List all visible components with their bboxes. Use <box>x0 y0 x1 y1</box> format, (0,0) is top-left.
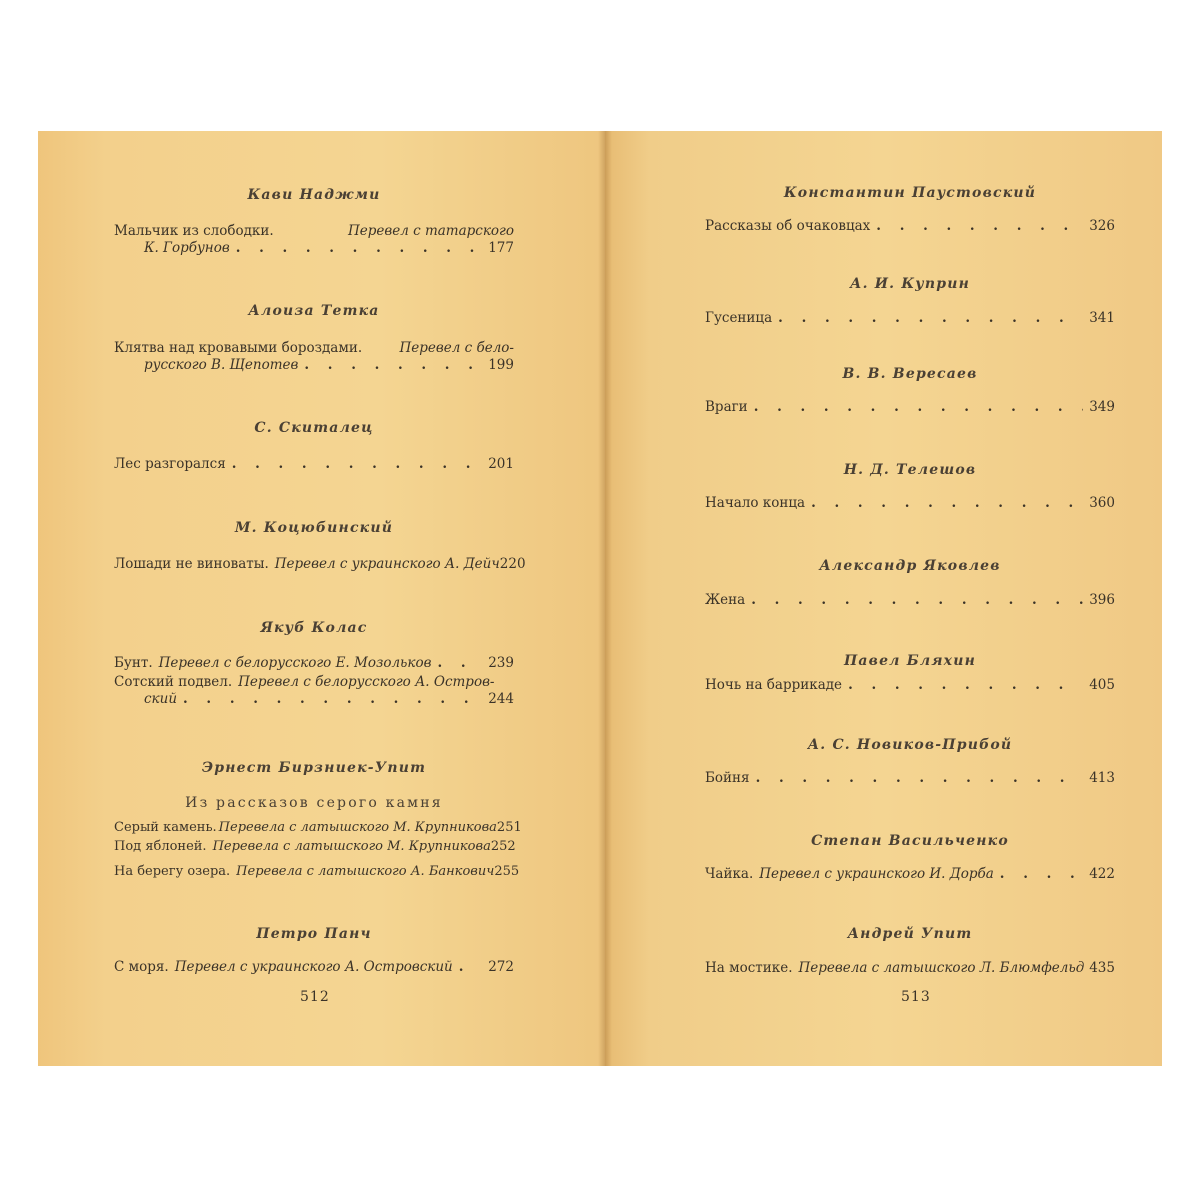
entry-translator: русского В. Щепотев <box>144 357 299 373</box>
entry-page-number: 349 <box>1089 399 1115 415</box>
book-spread <box>38 131 1162 1066</box>
entry-page-number: 177 <box>488 240 514 256</box>
author-heading: Петро Панч <box>256 926 372 942</box>
leader-dots <box>778 310 1083 327</box>
toc-entry <box>705 677 1115 694</box>
leader-dots <box>437 655 482 672</box>
entry-page-number: 360 <box>1089 495 1115 511</box>
entry-page-number: 422 <box>1089 866 1115 882</box>
entry-title: Враги <box>705 399 748 415</box>
entry-title: Под яблоней. <box>114 839 207 854</box>
page-number-footer: 512 <box>300 989 330 1005</box>
leader-dots <box>232 456 483 473</box>
leader-dots <box>751 592 1083 609</box>
entry-page-number: 405 <box>1089 677 1115 693</box>
entry-title: Чайка. <box>705 866 754 882</box>
entry-title: На мостике. <box>705 960 793 976</box>
toc-entry <box>705 960 1115 977</box>
author-heading: Степан Васильченко <box>811 833 1009 849</box>
leader-dots <box>848 677 1083 694</box>
leader-dots <box>304 357 482 374</box>
author-heading: Константин Паустовский <box>783 185 1037 201</box>
left-page <box>38 131 605 1066</box>
author-heading: Якуб Колас <box>260 620 368 636</box>
toc-entry <box>114 556 526 573</box>
toc-entry <box>705 866 1115 883</box>
entry-title: Сотский подвел. <box>114 674 233 690</box>
entry-translator: Перевел с белорусского Е. Мозольков <box>158 655 432 671</box>
entry-title: Серый камень. <box>114 820 217 835</box>
entry-title: Рассказы об очаковцах <box>705 218 871 234</box>
entry-title: Жена <box>705 592 746 608</box>
author-heading: Алоиза Тетка <box>248 303 380 319</box>
entry-translator: Перевела с латышского Л. Блюмфельд <box>798 960 1085 976</box>
leader-dots <box>1000 866 1083 883</box>
toc-entry <box>705 310 1115 327</box>
entry-translator: Перевел с украинского А. Островский <box>174 959 453 975</box>
entry-title: Бойня <box>705 770 750 786</box>
entry-title: Гусеница <box>705 310 773 326</box>
section-subheading: Из рассказов серого камня <box>185 795 443 811</box>
toc-entry <box>114 655 514 672</box>
leader-dots <box>236 240 483 257</box>
entry-page-number: 199 <box>488 357 514 373</box>
right-page <box>605 131 1162 1066</box>
entry-title: Мальчик из слободки. <box>114 223 274 239</box>
author-heading: Н. Д. Телешов <box>843 462 977 478</box>
entry-page-number: 251 <box>496 820 522 835</box>
author-heading: Эрнест Бирзниек-Упит <box>201 760 427 776</box>
entry-translator: К. Горбунов <box>144 240 230 256</box>
author-heading: Андрей Упит <box>847 926 973 942</box>
entry-title: Лес разгорался <box>114 456 226 472</box>
toc-entry <box>705 770 1115 787</box>
entry-page-number: 201 <box>488 456 514 472</box>
toc-entry <box>114 456 514 473</box>
author-heading: С. Скиталец <box>254 420 374 436</box>
entry-title: Бунт. <box>114 655 153 671</box>
author-heading: Павел Бляхин <box>843 653 976 669</box>
toc-entry <box>114 863 520 880</box>
entry-page-number: 239 <box>488 655 514 671</box>
toc-entry <box>114 223 514 257</box>
page-number-footer: 513 <box>901 989 931 1005</box>
entry-translator: Перевела с латышского М. Крупникова <box>212 839 491 854</box>
leader-dots <box>876 218 1083 235</box>
entry-title: Начало конца <box>705 495 806 511</box>
entry-translator: Перевела с латышского М. Крупникова <box>218 820 497 835</box>
entry-title: Ночь на баррикаде <box>705 677 843 693</box>
entry-page-number: 413 <box>1089 770 1115 786</box>
entry-title: Клятва над кровавыми бороздами. <box>114 340 363 356</box>
toc-entry <box>705 218 1115 235</box>
toc-entry <box>705 495 1115 512</box>
entry-page-number: 326 <box>1089 218 1115 234</box>
entry-title: Лошади не виноваты. <box>114 556 269 572</box>
entry-translator: ский <box>144 691 178 707</box>
leader-dots <box>754 399 1084 416</box>
entry-page-number: 252 <box>490 839 516 854</box>
entry-page-number: 220 <box>499 556 526 572</box>
toc-entry <box>705 399 1115 416</box>
entry-title: С моря. <box>114 959 169 975</box>
toc-entry <box>114 340 514 374</box>
leader-dots <box>756 770 1084 787</box>
entry-translator: Перевел с украинского А. Дейч <box>274 556 500 572</box>
entry-translator: Перевел с бело- <box>399 340 514 356</box>
toc-entry <box>114 838 514 855</box>
entry-page-number: 435 <box>1089 960 1115 976</box>
entry-page-number: 396 <box>1089 592 1115 608</box>
author-heading: А. С. Новиков-Прибой <box>807 737 1013 753</box>
leader-dots <box>811 495 1083 512</box>
toc-entry <box>114 819 522 836</box>
book-gutter <box>598 131 612 1066</box>
toc-entry <box>114 674 514 708</box>
entry-page-number: 255 <box>494 864 520 879</box>
entry-translator: Перевела с латышского А. Банкович <box>236 864 495 879</box>
author-heading: М. Коцюбинский <box>234 520 394 536</box>
entry-page-number: 341 <box>1089 310 1115 326</box>
entry-translator: Перевел с татарского <box>347 223 514 239</box>
entry-page-number: 244 <box>488 691 514 707</box>
entry-translator: Перевел с украинского И. Дорба <box>759 866 994 882</box>
author-heading: Кави Наджми <box>247 187 381 203</box>
entry-translator: Перевел с белорусского А. Остров- <box>238 674 495 690</box>
entry-title: На берегу озера. <box>114 864 231 879</box>
author-heading: Александр Яковлев <box>819 558 1001 574</box>
leader-dots <box>183 691 482 708</box>
toc-entry <box>705 592 1115 609</box>
entry-page-number: 272 <box>488 959 514 975</box>
leader-dots <box>459 959 483 976</box>
toc-entry <box>114 959 514 976</box>
author-heading: А. И. Куприн <box>850 276 970 292</box>
author-heading: В. В. Вересаев <box>842 366 978 382</box>
